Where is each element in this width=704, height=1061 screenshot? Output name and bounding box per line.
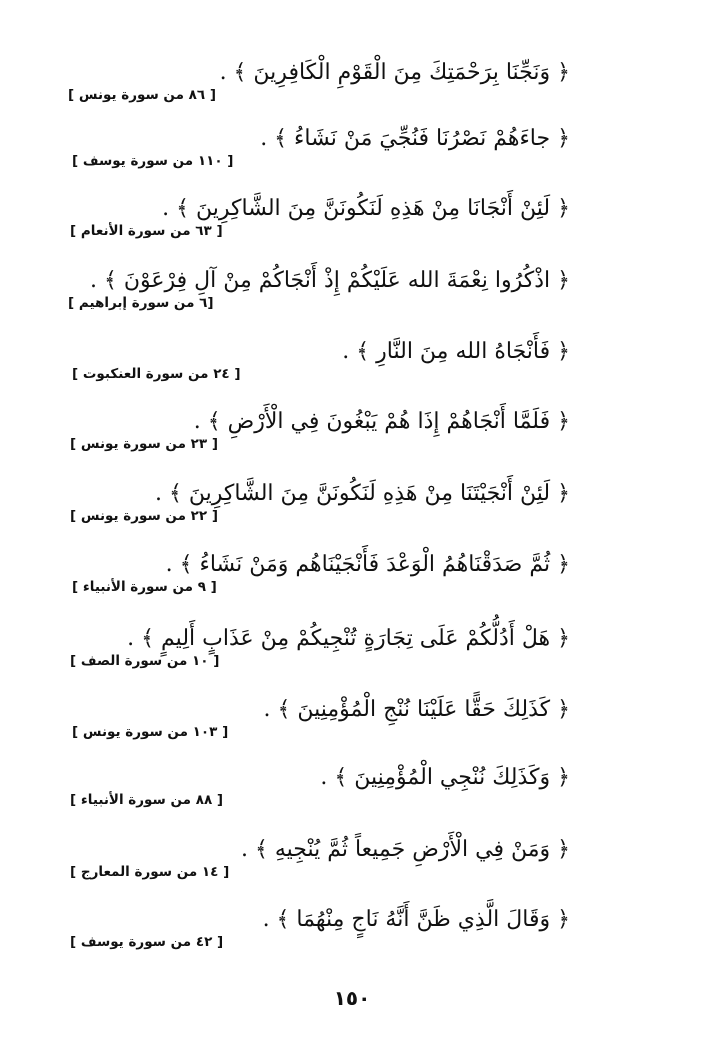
verse-reference: [٦ من سورة إبراهيم ] bbox=[68, 295, 214, 311]
verse-reference: [ ٢٣ من سورة يونس ] bbox=[70, 436, 219, 452]
verse-entry bbox=[60, 833, 570, 880]
verse-entry bbox=[60, 903, 570, 950]
verse-entry bbox=[60, 548, 570, 595]
verse-text: ﴿ فَأَنْجَاهُ الله مِنَ النَّارِ ﴾ . bbox=[342, 339, 570, 364]
verse-text: ﴿ ثُمَّ صَدَقْنَاهُمُ الْوَعْدَ فَأَنْجَيْنَاهُم وَمَنْ نَشَاءُ ﴾ . bbox=[165, 552, 570, 577]
verse-reference: [ ٢٤ من سورة العنكبوت ] bbox=[72, 366, 241, 382]
verse-entry bbox=[60, 405, 570, 452]
verse-text: ﴿ فَلَمَّا أَنْجَاهُمْ إِذَا هُمْ يَبْغُونَ فِي الْأَرْضِ ﴾ . bbox=[193, 409, 570, 434]
verse-entry bbox=[60, 622, 570, 669]
verse-reference: [ ٤٢ من سورة يوسف ] bbox=[70, 934, 224, 950]
verse-text: ﴿ وَنَجِّنَا بِرَحْمَتِكَ مِنَ الْقَوْمِ الْكَافِرِينَ ﴾ . bbox=[219, 60, 570, 85]
verse-reference: [ ١٠ من سورة الصف ] bbox=[70, 653, 220, 669]
verse-entry bbox=[60, 56, 570, 103]
verse-text: ﴿ وَقَالَ الَّذِي ظَنَّ أَنَّهُ نَاجٍ مِنْهُمَا ﴾ . bbox=[262, 907, 570, 932]
verse-reference: [ ٩ من سورة الأنبياء ] bbox=[72, 579, 217, 595]
verse-text: ﴿ وَمَنْ فِي الْأَرْضِ جَمِيعاً ثُمَّ يُنْجِيهِ ﴾ . bbox=[240, 837, 570, 862]
verse-text: ﴿ كَذَلِكَ حَقًّا عَلَيْنَا نُنْجِ الْمُؤْمِنِينَ ﴾ . bbox=[263, 697, 570, 722]
verse-reference: [ ٦٣ من سورة الأنعام ] bbox=[70, 223, 223, 239]
verse-entry bbox=[60, 122, 570, 169]
page-number: ١٥٠ bbox=[333, 986, 371, 1010]
verse-reference: [ ١١٠ من سورة يوسف ] bbox=[72, 153, 234, 169]
verse-entry bbox=[60, 477, 570, 524]
verse-reference: [ ٢٢ من سورة يونس ] bbox=[70, 508, 219, 524]
verse-text: ﴿ جاءَهُمْ نَصْرُنَا فَنُجِّيَ مَنْ نَشَاءُ ﴾ . bbox=[260, 126, 570, 151]
verse-text: ﴿ وَكَذَلِكَ نُنْجِي الْمُؤْمِنِينَ ﴾ . bbox=[320, 765, 570, 790]
verse-reference: [ ١٠٣ من سورة يونس ] bbox=[72, 724, 229, 740]
verse-reference: [ ٨٨ من سورة الأنبياء ] bbox=[70, 792, 224, 808]
verse-entry bbox=[60, 693, 570, 740]
verse-reference: [ ١٤ من سورة المعارج ] bbox=[70, 864, 230, 880]
verse-reference: [ ٨٦ من سورة يونس ] bbox=[68, 87, 217, 103]
verse-text: ﴿ هَلْ أَدُلُّكُمْ عَلَى تِجَارَةٍ تُنْجِيكُمْ مِنْ عَذَابٍ أَلِيمٍ ﴾ . bbox=[127, 626, 570, 651]
verse-text: ﴿ لَئِنْ أَنْجَانَا مِنْ هَذِهِ لَنَكُونَنَّ مِنَ الشَّاكِرِينَ ﴾ . bbox=[162, 196, 570, 221]
verse-entry bbox=[60, 335, 570, 382]
verse-text: ﴿ لَئِنْ أَنْجَيْتَنَا مِنْ هَذِهِ لَنَكُونَنَّ مِنَ الشَّاكِرِينَ ﴾ . bbox=[155, 481, 570, 506]
verse-entry bbox=[60, 192, 570, 239]
verse-entry bbox=[60, 761, 570, 808]
verse-entry bbox=[60, 264, 570, 311]
verse-text: ﴿ اذْكُرُوا نِعْمَةَ الله عَلَيْكُمْ إِذْ أَنْجَاكُمْ مِنْ آلِ فِرْعَوْنَ ﴾ . bbox=[89, 268, 570, 293]
